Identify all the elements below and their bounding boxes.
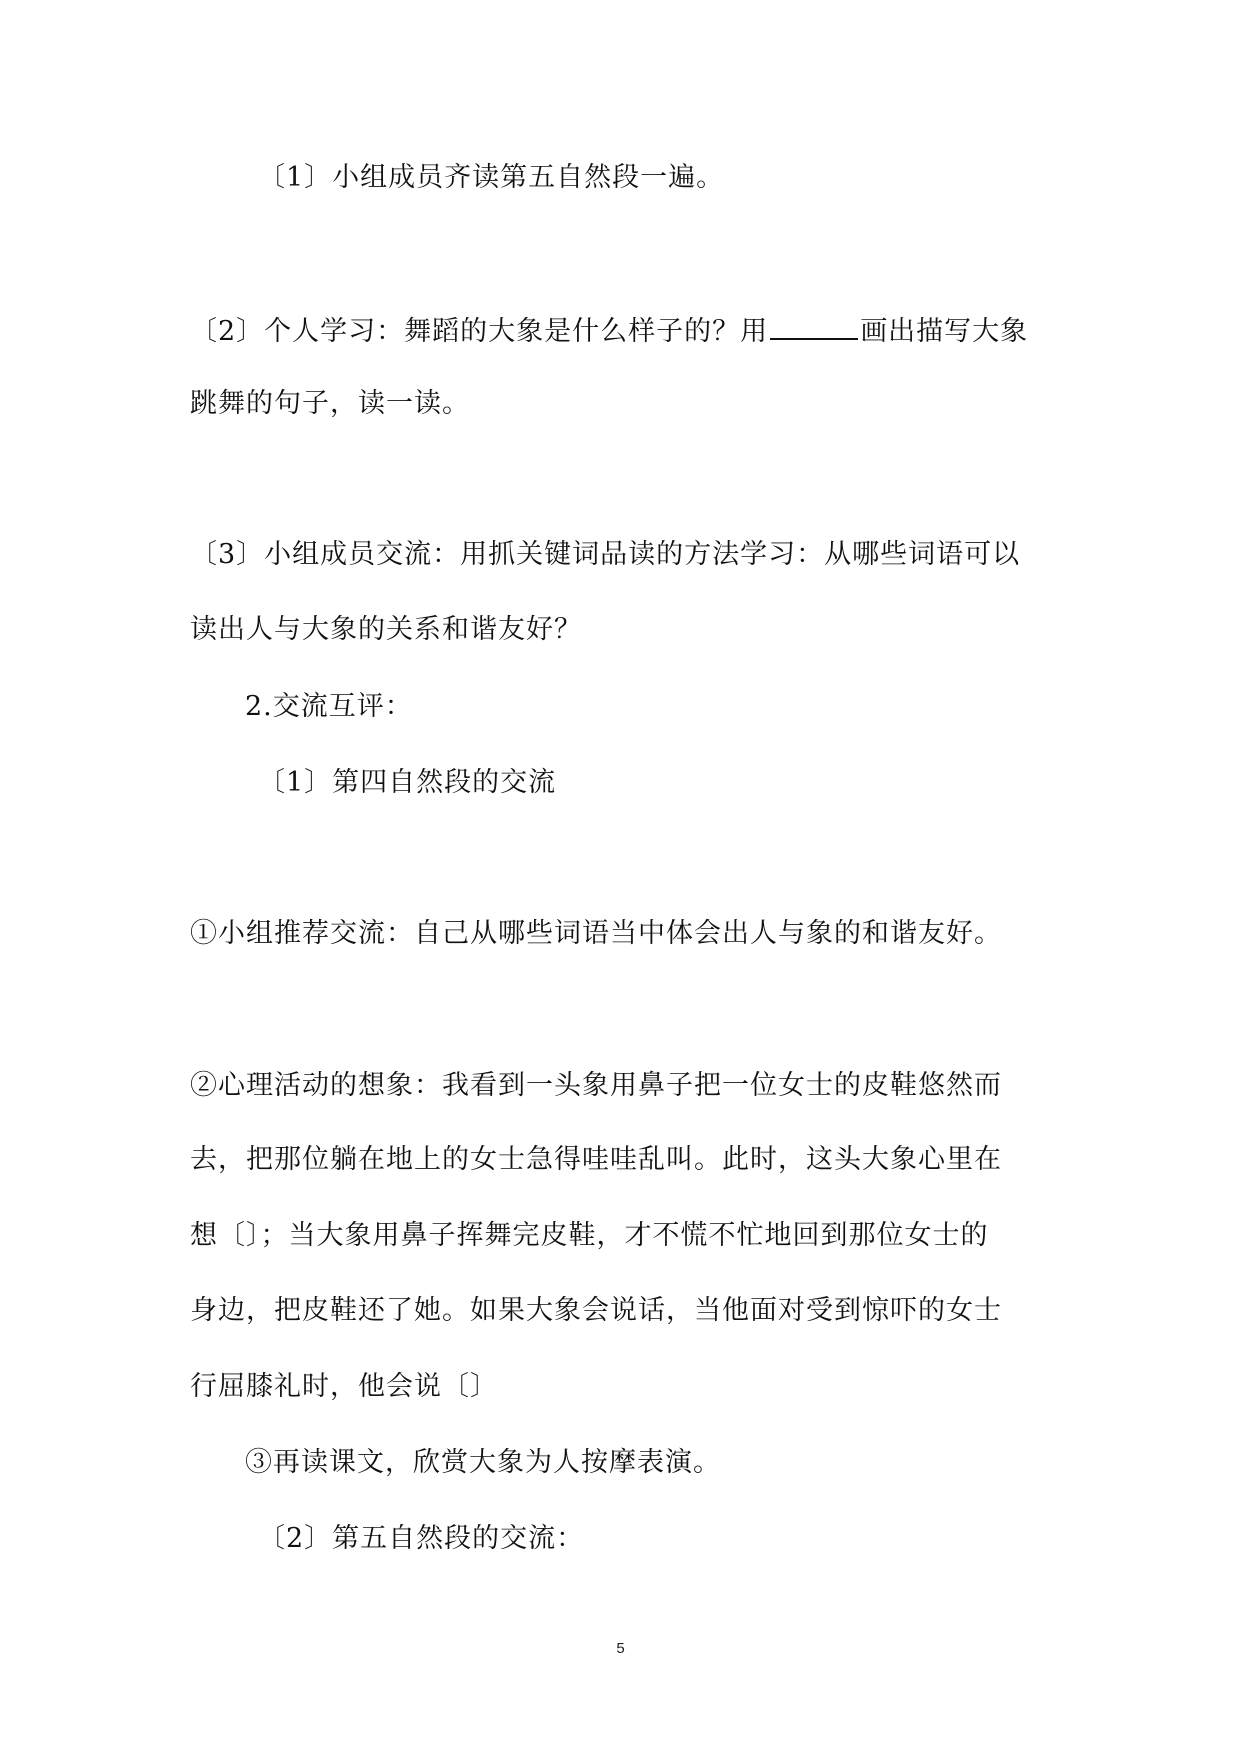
text-line: ②心理活动的想象：我看到一头象用鼻子把一位女士的皮鞋悠然而: [190, 1070, 1002, 1101]
text-line: 去，把那位躺在地上的女士急得哇哇乱叫。此时，这头大象心里在: [190, 1144, 1002, 1175]
text-segment: 画出描写大象: [860, 316, 1029, 347]
page-number: 5: [616, 1640, 625, 1657]
text-line: 身边，把皮鞋还了她。如果大象会说话，当他面对受到惊吓的女士: [190, 1295, 1002, 1326]
text-line: [190, 310, 1028, 352]
text-segment: 〔2〕个人学习：舞蹈的大象是什么样子的？用: [190, 316, 769, 347]
text-line: 2.交流互评：: [245, 691, 413, 722]
text-line: 〔3〕小组成员交流：用抓关键词品读的方法学习：从哪些词语可以: [190, 539, 1021, 570]
text-line: ①小组推荐交流：自己从哪些词语当中体会出人与象的和谐友好。: [190, 918, 1002, 949]
text-line: 〔1〕小组成员齐读第五自然段一遍。: [258, 162, 725, 193]
text-line: 读出人与大象的关系和谐友好？: [190, 614, 582, 645]
text-line: 行屈膝礼时，他会说〔〕: [190, 1371, 498, 1402]
fill-in-blank: [770, 310, 858, 340]
text-line: 〔2〕第五自然段的交流：: [258, 1523, 585, 1554]
text-line: 跳舞的句子，读一读。: [190, 388, 470, 419]
text-line: 想〔〕；当大象用鼻子挥舞完皮鞋，才不慌不忙地回到那位女士的: [190, 1220, 989, 1251]
text-line: 〔1〕第四自然段的交流: [258, 767, 557, 798]
text-line: ③再读课文，欣赏大象为人按摩表演。: [245, 1447, 721, 1478]
